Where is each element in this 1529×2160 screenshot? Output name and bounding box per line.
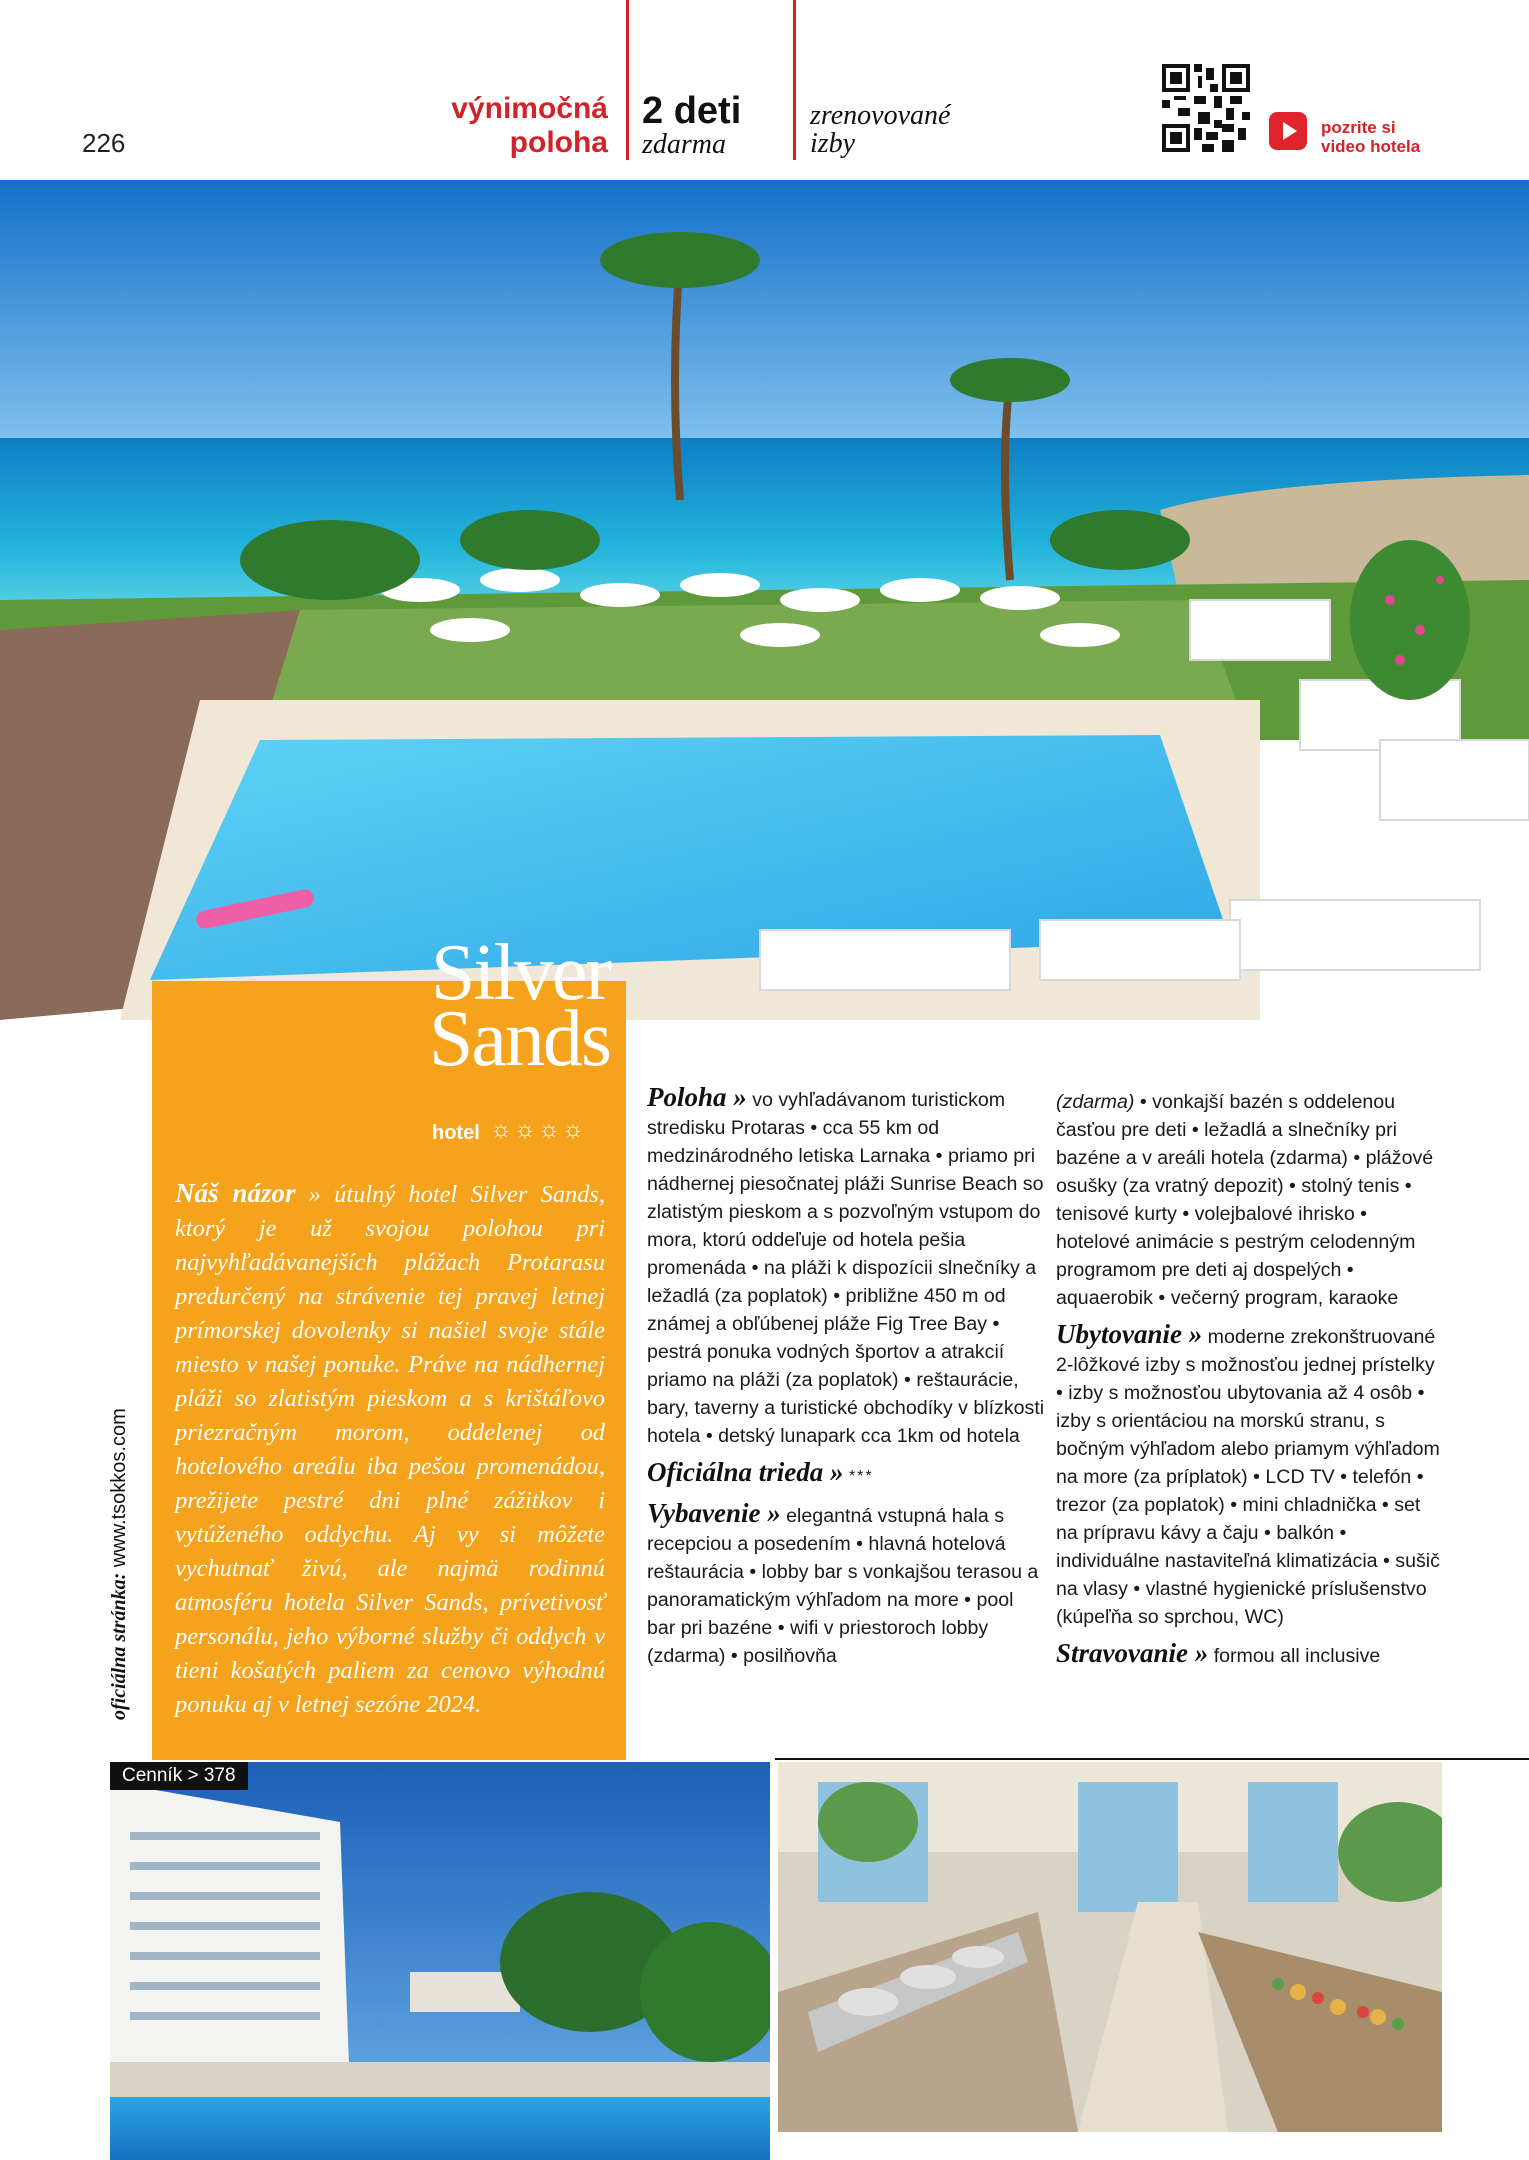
section-heading-class: Oficiálna trieda »	[647, 1457, 844, 1487]
section-heading-board: Stravovanie »	[1056, 1638, 1209, 1668]
section-heading-accommodation: Ubytovanie »	[1056, 1319, 1203, 1349]
hotel-name-line2: Sands	[428, 995, 610, 1083]
section-text-accommodation: moderne zrekonštruované 2-lôžkové izby s možnosťou jednej prístelky • izby s možnosťou ubytovania až 4 osôb • izby s orientáciou na morskú stranu, s bočným výhľadom alebo priamym výhľadom na more (za príplatok) • LCD TV • telefón • trezor (za poplatok) • mini chladnička • set na prípravu kávy a čaju • balkón • individuálne nastaviteľná klimatizácia • sušič na vlasy • vlastné hygienické príslušenstvo (kúpeľňa so sprchou, WC)	[1056, 1326, 1440, 1628]
feature-kids-count: 2 deti	[642, 90, 742, 132]
section-text-location: vo vyhľadávanom turistickom stredisku Protaras • cca 55 km od medzinárodného letiska Larnaka • priamo pri nádhernej piesočnatej pláži Sunrise Beach so zlatistým pieskom a s pozvoľným vstupom do mora, ktorú oddeľuje od hotela pešia promenáda • na pláži k dispozícii slnečníky a ležadlá (za poplatok) • približne 450 m od známej a obľúbenej pláže Fig Tree Bay • pestrá ponuka vodných športov a atrakcií priamo na pláži (za poplatok) • reštaurácie, bary, taverny a turistické obchodíky v blízkosti hotela • detský lunapark cca 1km od hotela	[647, 1089, 1045, 1447]
youtube-play-icon[interactable]	[1269, 112, 1307, 150]
price-list-reference[interactable]: Cenník > 378	[110, 1762, 248, 1790]
section-text-board: formou all inclusive	[1208, 1645, 1381, 1667]
photo-restaurant-buffet	[778, 1762, 1442, 2132]
official-website-label: oficiálna stránka:	[108, 1572, 130, 1720]
feature-location-line2: poloha	[509, 126, 608, 159]
photo-hotel-building	[110, 1762, 770, 2160]
hotel-name	[370, 929, 610, 1083]
divider-line	[793, 0, 796, 160]
feature-kids-free: zdarma	[642, 129, 727, 160]
info-column-left	[647, 1083, 1047, 1674]
video-link-line2: video hotela	[1321, 137, 1421, 156]
feature-rooms	[810, 102, 950, 158]
official-website-url[interactable]: www.tsokkos.com	[108, 1408, 130, 1568]
divider-rule	[775, 1758, 1529, 1760]
qr-code-icon[interactable]	[1162, 64, 1250, 152]
hotel-name-line1: Silver	[430, 929, 610, 1017]
sun-rating-icon: ☼☼☼☼	[490, 1116, 586, 1143]
official-website[interactable]	[108, 1408, 131, 1720]
page-number: 226	[82, 128, 126, 158]
divider-line	[626, 0, 629, 160]
section-heading-location: Poloha »	[647, 1082, 747, 1112]
section-heading-facilities: Vybavenie »	[647, 1498, 781, 1528]
info-column-right	[1056, 1088, 1440, 1674]
feature-location	[420, 92, 608, 160]
video-link-line1: pozrite si	[1321, 118, 1396, 137]
our-opinion-body: » útulný hotel Silver Sands, ktorý je už svojou polohou pri najvyhľadávanejších plážach Protarasu predurčený na strávenie tej pravej letnej prímorskej dovolenky si našiel svoje stále miesto v našej ponuke. Práve na nádhernej pláži so zlatistým pieskom a s krištáľovo priezračným morom, oddelenej od hotelového areálu iba pešou promenádou, prežijete pestré dni plné zážitkov i vytúženého oddychu. Aj vy si môžete vychutnať živú, ale najmä rodinnú atmosféru hotela Silver Sands, prívetivosť personálu, jeho výborné služby či oddych v tieni košatých paliem za cenovo výhodnú ponuku aj v letnej sezóne 2024.	[175, 1181, 605, 1718]
feature-kids	[642, 92, 741, 160]
section-text-facilities-cont: • vonkajší bazén s oddelenou časťou pre deti • ležadlá a slnečníky pri bazéne a v areáli hotela (zdarma) • plážové osušky (za vratný depozit) • stolný tenis • tenisové kurty • volejbalové ihrisko • hotelové animácie s pestrým celodenným programom pre deti aj dospelých • aquaerobik • večerný program, karaoke	[1056, 1091, 1434, 1309]
section-text-facilities: elegantná vstupná hala s recepciou a posedením • hlavná hotelová reštaurácia • lobby bar s vonkajšou terasou a panoramatickým výhľadom na more • pool bar pri bazéne • wifi v priestoroch lobby (zdarma) • posilňovňa	[647, 1505, 1039, 1667]
hero-photo-pool	[0, 180, 1529, 1020]
our-opinion-heading: Náš názor	[175, 1178, 296, 1208]
our-opinion-text	[175, 1176, 605, 1722]
hotel-category-label: hotel	[432, 1122, 480, 1144]
video-link[interactable]	[1321, 118, 1420, 156]
feature-rooms-line2: izby	[810, 128, 856, 159]
section-text-facilities-free: (zdarma)	[1056, 1091, 1135, 1113]
feature-rooms-line1: zrenovované	[810, 100, 951, 131]
feature-location-line1: výnimočná	[451, 92, 608, 125]
official-class-stars: ***	[848, 1468, 874, 1485]
